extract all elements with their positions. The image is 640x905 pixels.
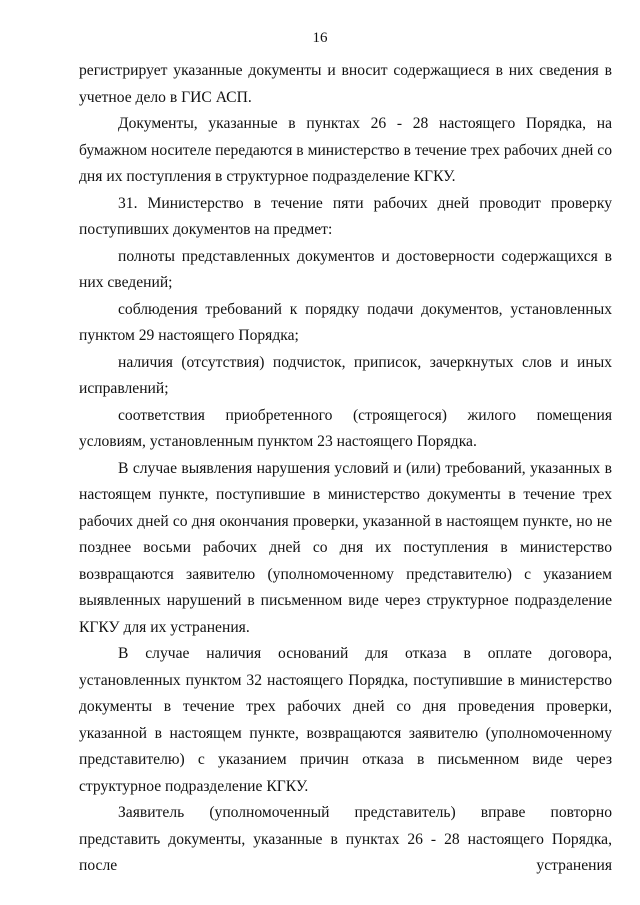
paragraph: наличия (отсутствия) подчисток, приписок, зачеркнутых слов и иных исправлений; (79, 353, 612, 397)
paragraph: В случае выявления нарушения условий и (или) требований, указанных в настоящем пункте, поступившие в министерство документы в течение трех рабочих дней со дня окончания проверки, указанной в настоящем пункте, но не позднее восьми рабочих дней со дня их поступления в министерство возвращаются заявителю (уполномоченному представителю) с указанием выявленных нарушений в письменном виде через структурное подразделение КГКУ для их устранения. (79, 459, 612, 636)
paragraph: соблюдения требований к порядку подачи документов, установленных пунктом 29 настоящего Порядка; (79, 300, 612, 344)
paragraph: соответствия приобретенного (строящегося) жилого помещения условиям, установленным пунктом 23 настоящего Порядка. (79, 406, 612, 450)
paragraph: В случае наличия оснований для отказа в оплате договора, установленных пунктом 32 настоящего Порядка, поступившие в министерство документы в течение трех рабочих дней со дня проведения проверки, указанной в настоящем пункте, возвращаются заявителю (уполномоченному представителю) с указанием причин отказа в письменном виде через структурное подразделение КГКУ. (79, 645, 612, 795)
paragraph: регистрирует указанные документы и вносит содержащиеся в них сведения в учетное дело в ГИС АСП. (79, 62, 612, 106)
page-number: 16 (312, 30, 328, 46)
paragraph: 31. Министерство в течение пяти рабочих дней проводит проверку поступивших документов на предмет: (79, 194, 612, 238)
document-body (79, 58, 612, 880)
paragraph: полноты представленных документов и достоверности содержащихся в них сведений; (79, 247, 612, 291)
paragraph: Заявитель (уполномоченный представитель) вправе повторно представить документы, указанные в пунктах 26 - 28 настоящего Порядка, после устранения (79, 804, 612, 874)
paragraph: Документы, указанные в пунктах 26 - 28 настоящего Порядка, на бумажном носителе передаются в министерство в течение трех рабочих дней со дня их поступления в структурное подразделение КГКУ. (79, 115, 612, 185)
